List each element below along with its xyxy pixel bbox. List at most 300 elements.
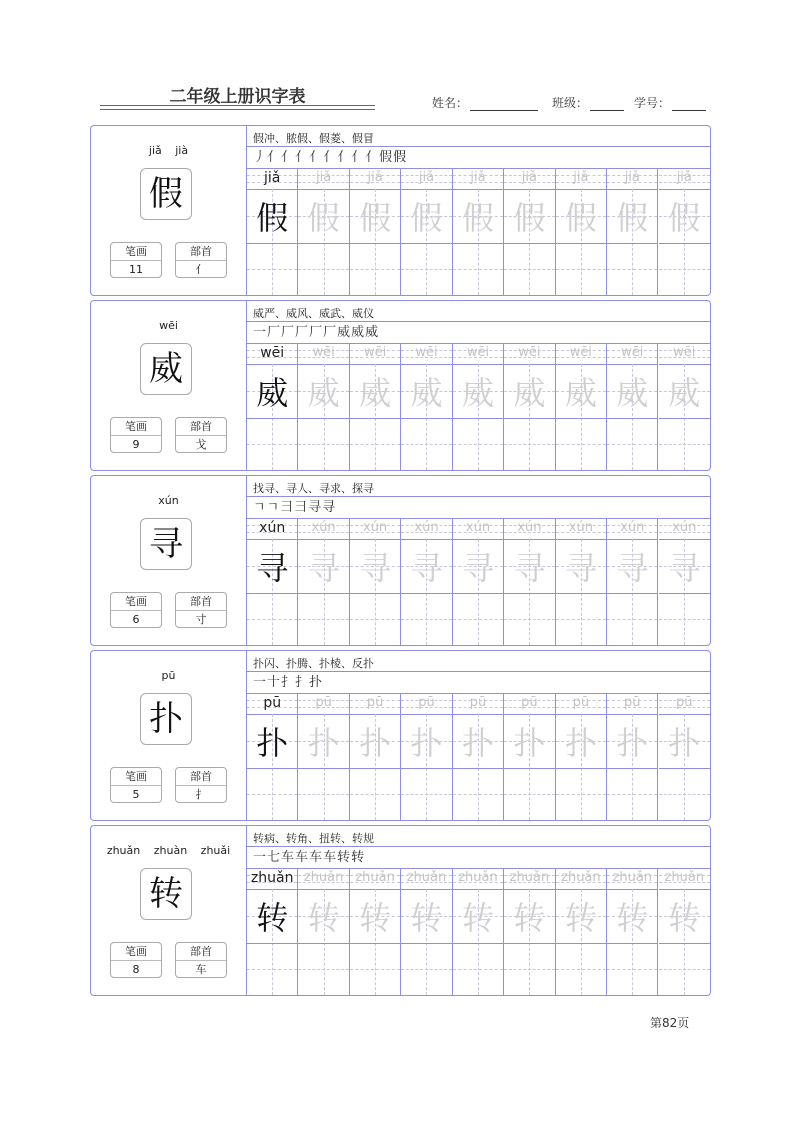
pinyin-zone <box>350 344 400 364</box>
divider <box>247 846 710 847</box>
practice-cell[interactable] <box>607 519 658 645</box>
practice-character: 转 <box>410 899 443 937</box>
id-label: 学号： <box>634 96 671 110</box>
practice-character: 威 <box>410 374 443 412</box>
practice-character: 扑 <box>616 724 649 762</box>
practice-pinyin: zhuǎn <box>303 870 344 885</box>
practice-pinyin: zhuǎn <box>509 870 550 885</box>
pinyin-zone <box>401 344 451 364</box>
practice-pinyin: pū <box>418 695 435 710</box>
stroke-order <box>253 499 336 517</box>
practice-cell[interactable] <box>298 869 349 995</box>
practice-cell[interactable] <box>247 169 298 295</box>
practice-cell[interactable] <box>504 519 555 645</box>
pinyin-zone <box>659 344 710 364</box>
radical-value: 扌 <box>195 788 207 801</box>
pinyin-zone <box>504 169 554 189</box>
radical-value: 寸 <box>195 613 207 626</box>
practice-pinyin: xún <box>465 520 491 535</box>
practice-cell[interactable] <box>453 869 504 995</box>
stroke-order <box>253 149 407 167</box>
card-info-panel <box>91 826 247 995</box>
practice-character: 威 <box>616 374 649 412</box>
practice-character: 寻 <box>410 549 443 587</box>
practice-pinyin: wēi <box>673 345 696 360</box>
radical-label: 部首 <box>176 243 226 261</box>
practice-cell[interactable] <box>298 694 349 820</box>
practice-cell[interactable] <box>247 694 298 820</box>
practice-cell[interactable] <box>607 169 658 295</box>
practice-pinyin: zhuǎn <box>612 870 653 885</box>
practice-pinyin: jiǎ <box>573 170 589 185</box>
stroke-step: 亻 <box>323 150 337 165</box>
practice-character: 转 <box>616 899 649 937</box>
practice-cell[interactable] <box>247 344 298 470</box>
practice-cell[interactable] <box>453 519 504 645</box>
practice-pinyin: zhuǎn <box>458 870 498 885</box>
stroke-step: 亻 <box>267 150 281 165</box>
pinyin-zone <box>401 694 451 714</box>
stroke-count-value: 9 <box>132 438 140 451</box>
page-title: 二年级上册识字表 <box>169 87 306 107</box>
card-info-panel <box>91 651 247 820</box>
practice-character: 寻 <box>564 549 597 587</box>
stroke-step: 一 <box>253 675 267 690</box>
practice-pinyin: wēi <box>518 345 541 360</box>
practice-character: 扑 <box>256 724 289 762</box>
practice-cell[interactable] <box>247 519 298 645</box>
practice-pinyin: jiǎ <box>624 170 640 185</box>
stroke-step: 厂 <box>309 325 323 340</box>
stroke-step: 扌 <box>281 675 295 690</box>
stroke-step: 假 <box>393 150 407 165</box>
practice-cell[interactable] <box>453 169 504 295</box>
divider <box>247 496 710 497</box>
practice-character: 假 <box>410 199 443 237</box>
stroke-count-label: 笔画 <box>111 768 161 786</box>
pinyin-zone <box>607 869 657 889</box>
practice-cell[interactable] <box>504 869 555 995</box>
practice-pinyin: zhuǎn <box>561 870 601 885</box>
practice-pinyin: jiǎ <box>470 170 486 185</box>
practice-cell[interactable] <box>350 869 401 995</box>
practice-cell[interactable] <box>401 169 452 295</box>
pinyin-zone <box>556 694 606 714</box>
pinyin-zone <box>556 344 606 364</box>
practice-pinyin: pū <box>676 695 693 710</box>
pinyin-zone <box>247 344 297 364</box>
pinyin-zone <box>401 169 451 189</box>
practice-pinyin: jiǎ <box>521 170 537 185</box>
practice-character: 威 <box>513 374 546 412</box>
practice-character: 假 <box>256 199 289 237</box>
practice-cell[interactable] <box>298 169 349 295</box>
character-card <box>90 475 711 646</box>
example-words: 假冲、脓假、假菱、假冒 <box>253 132 374 145</box>
radical-box <box>175 942 227 978</box>
practice-pinyin: pū <box>469 695 487 710</box>
example-words: 找寻、寻人、寻求、探寻 <box>253 482 374 495</box>
stroke-order <box>253 324 379 342</box>
stroke-step: 十 <box>267 675 281 690</box>
stroke-step: 丿 <box>253 150 267 165</box>
card-practice-panel <box>247 651 710 820</box>
pinyin-zone <box>453 344 503 364</box>
title-underline <box>100 105 375 106</box>
practice-pinyin: wēi <box>312 345 335 360</box>
practice-character: 威 <box>359 374 392 412</box>
stroke-count-box <box>110 417 162 453</box>
practice-pinyin: wēi <box>466 345 490 360</box>
stroke-step: 车 <box>295 850 309 865</box>
pinyin-zone <box>556 869 606 889</box>
stroke-step: 转 <box>337 850 351 865</box>
practice-character: 扑 <box>513 724 546 762</box>
practice-character: 寻 <box>513 549 546 587</box>
practice-cell[interactable] <box>556 344 607 470</box>
example-words: 转病、转角、扭转、转规 <box>253 832 374 845</box>
divider <box>247 671 710 672</box>
practice-cell[interactable] <box>350 694 401 820</box>
card-info-panel <box>91 301 247 470</box>
card-pinyin: wēi <box>159 319 178 332</box>
card-character: 威 <box>140 343 192 395</box>
stroke-count-label: 笔画 <box>111 418 161 436</box>
practice-pinyin: pū <box>263 695 282 711</box>
practice-character: 转 <box>668 899 701 937</box>
practice-character: 假 <box>359 199 392 237</box>
pinyin-zone <box>298 519 348 539</box>
stroke-step: 扑 <box>309 675 323 690</box>
title-underline-2 <box>100 109 375 110</box>
practice-character: 假 <box>461 199 494 237</box>
pinyin-zone <box>298 169 348 189</box>
radical-value: 戈 <box>195 438 207 451</box>
stroke-step: 寻 <box>322 500 336 515</box>
radical-label: 部首 <box>176 943 226 961</box>
radical-box <box>175 767 227 803</box>
practice-character: 寻 <box>307 549 340 587</box>
practice-cell[interactable] <box>453 694 504 820</box>
practice-cell[interactable] <box>659 169 710 295</box>
character-card <box>90 825 711 996</box>
practice-character: 寻 <box>616 549 649 587</box>
practice-character: 寻 <box>668 549 701 587</box>
practice-grid <box>247 519 710 645</box>
class-label: 班级： <box>552 96 589 110</box>
practice-pinyin: xún <box>517 520 542 535</box>
radical-label: 部首 <box>176 593 226 611</box>
divider <box>247 146 710 147</box>
card-pinyin: jiǎ jià <box>148 144 189 157</box>
practice-character: 转 <box>256 899 289 937</box>
stroke-step: 亻 <box>351 150 365 165</box>
stroke-order <box>253 849 365 867</box>
practice-pinyin: xún <box>259 520 286 536</box>
practice-character: 扑 <box>359 724 392 762</box>
practice-cell[interactable] <box>659 519 710 645</box>
stroke-count-value: 6 <box>132 613 140 626</box>
card-character: 扑 <box>140 693 192 745</box>
practice-cell[interactable] <box>659 694 710 820</box>
card-pinyin: xún <box>158 494 179 507</box>
stroke-step: 厂 <box>323 325 337 340</box>
practice-character: 转 <box>461 899 494 937</box>
stroke-step: 亻 <box>281 150 295 165</box>
pinyin-zone <box>504 694 554 714</box>
stroke-count-label: 笔画 <box>111 943 161 961</box>
name-blank[interactable] <box>470 98 538 111</box>
radical-value: 车 <box>195 963 207 976</box>
character-card <box>90 300 711 471</box>
class-blank[interactable] <box>590 98 624 111</box>
pinyin-zone <box>504 344 554 364</box>
practice-cell[interactable] <box>401 519 452 645</box>
practice-cell[interactable] <box>350 344 401 470</box>
character-card <box>90 650 711 821</box>
practice-character: 寻 <box>461 549 494 587</box>
id-blank[interactable] <box>672 98 706 111</box>
stroke-step: 一 <box>253 325 267 340</box>
practice-cell[interactable] <box>401 694 452 820</box>
pinyin-zone <box>504 519 554 539</box>
pinyin-zone <box>350 694 400 714</box>
pinyin-zone <box>607 169 657 189</box>
practice-cell[interactable] <box>298 519 349 645</box>
pinyin-zone <box>659 694 710 714</box>
pinyin-zone <box>607 344 657 364</box>
stroke-step: 亻 <box>337 150 351 165</box>
stroke-order <box>253 674 323 692</box>
stroke-step: 厂 <box>295 325 309 340</box>
practice-cell[interactable] <box>504 694 555 820</box>
practice-cell[interactable] <box>659 869 710 995</box>
practice-pinyin: xún <box>363 520 388 535</box>
practice-pinyin: jiǎ <box>418 170 435 185</box>
practice-cell[interactable] <box>659 344 710 470</box>
practice-character: 转 <box>307 899 340 937</box>
radical-label: 部首 <box>176 768 226 786</box>
pinyin-zone <box>453 169 503 189</box>
practice-character: 扑 <box>461 724 494 762</box>
practice-pinyin: pū <box>366 695 384 710</box>
pinyin-zone <box>350 519 400 539</box>
practice-character: 威 <box>668 374 701 412</box>
radical-box <box>175 417 227 453</box>
pinyin-zone <box>659 869 710 889</box>
example-words: 威严、威风、威武、威仪 <box>253 307 374 320</box>
stroke-step: 车 <box>309 850 323 865</box>
practice-character: 假 <box>513 199 546 237</box>
practice-grid <box>247 344 710 470</box>
practice-cell[interactable] <box>401 869 452 995</box>
card-character: 假 <box>140 168 192 220</box>
practice-character: 转 <box>564 899 597 937</box>
practice-pinyin: wēi <box>415 345 438 360</box>
practice-pinyin: xún <box>620 520 645 535</box>
pinyin-zone <box>350 869 400 889</box>
practice-pinyin: xún <box>414 520 439 535</box>
stroke-count-label: 笔画 <box>111 243 161 261</box>
radical-value: 亻 <box>195 263 207 276</box>
card-character: 转 <box>140 868 192 920</box>
practice-pinyin: zhuǎn <box>664 870 705 885</box>
stroke-count-value: 8 <box>132 963 140 976</box>
stroke-step: 七 <box>267 850 281 865</box>
stroke-step: 威 <box>351 325 365 340</box>
stroke-step: 彐 <box>294 500 308 515</box>
name-label: 姓名： <box>432 96 469 110</box>
practice-pinyin: xún <box>672 520 697 535</box>
practice-cell[interactable] <box>350 519 401 645</box>
practice-character: 假 <box>616 199 649 237</box>
practice-pinyin: zhuǎn <box>406 870 447 885</box>
pinyin-zone <box>659 169 710 189</box>
card-info-panel <box>91 126 247 295</box>
pinyin-zone <box>453 869 503 889</box>
practice-pinyin: wēi <box>621 345 644 360</box>
pinyin-zone <box>401 869 451 889</box>
card-practice-panel <box>247 126 710 295</box>
stroke-step: 车 <box>323 850 337 865</box>
stroke-step: 亻 <box>365 150 379 165</box>
practice-character: 扑 <box>307 724 340 762</box>
practice-cell[interactable] <box>401 344 452 470</box>
stroke-step: 威 <box>337 325 351 340</box>
practice-pinyin: wēi <box>363 345 387 360</box>
pinyin-zone <box>247 169 297 189</box>
stroke-step: 寻 <box>308 500 322 515</box>
pinyin-zone <box>607 694 657 714</box>
practice-character: 威 <box>461 374 494 412</box>
practice-cell[interactable] <box>504 169 555 295</box>
pinyin-zone <box>401 519 451 539</box>
card-character: 寻 <box>140 518 192 570</box>
practice-cell[interactable] <box>607 344 658 470</box>
stroke-count-value: 5 <box>132 788 140 801</box>
practice-pinyin: zhuǎn <box>355 870 395 885</box>
practice-grid <box>247 169 710 295</box>
radical-label: 部首 <box>176 418 226 436</box>
card-practice-panel <box>247 476 710 645</box>
stroke-count-box <box>110 242 162 278</box>
practice-character: 假 <box>307 199 340 237</box>
practice-cell[interactable] <box>556 869 607 995</box>
stroke-step: 转 <box>351 850 365 865</box>
class-field <box>552 94 624 111</box>
pinyin-zone <box>298 869 348 889</box>
character-card <box>90 125 711 296</box>
practice-cell[interactable] <box>247 869 298 995</box>
id-field <box>634 94 706 111</box>
practice-cell[interactable] <box>607 694 658 820</box>
practice-pinyin: wēi <box>569 345 592 360</box>
stroke-step: 假 <box>379 150 393 165</box>
pinyin-zone <box>298 694 348 714</box>
practice-character: 转 <box>513 899 546 937</box>
practice-character: 威 <box>564 374 597 412</box>
name-field <box>432 94 538 111</box>
pinyin-zone <box>350 169 400 189</box>
stroke-count-label: 笔画 <box>111 593 161 611</box>
pinyin-zone <box>556 169 606 189</box>
practice-character: 威 <box>307 374 340 412</box>
divider <box>247 321 710 322</box>
practice-character: 寻 <box>256 549 289 587</box>
stroke-count-value: 11 <box>129 263 143 276</box>
radical-box <box>175 592 227 628</box>
stroke-step: 亻 <box>309 150 323 165</box>
stroke-step: 威 <box>365 325 379 340</box>
stroke-step: 一 <box>253 850 267 865</box>
practice-pinyin: jiǎ <box>315 170 332 185</box>
practice-grid <box>247 694 710 820</box>
practice-pinyin: pū <box>624 695 641 710</box>
practice-cell[interactable] <box>453 344 504 470</box>
practice-cell[interactable] <box>298 344 349 470</box>
stroke-count-box <box>110 767 162 803</box>
stroke-count-box <box>110 942 162 978</box>
practice-cell[interactable] <box>504 344 555 470</box>
pinyin-zone <box>504 869 554 889</box>
card-info-panel <box>91 476 247 645</box>
practice-character: 转 <box>359 899 392 937</box>
pinyin-zone <box>247 694 297 714</box>
page-number: 第82页 <box>650 1016 690 1030</box>
practice-pinyin: jiǎ <box>264 170 281 186</box>
practice-cell[interactable] <box>607 869 658 995</box>
stroke-step: ㄱ <box>253 500 266 515</box>
pinyin-zone <box>607 519 657 539</box>
stroke-step: ㄱ <box>266 500 280 515</box>
practice-character: 扑 <box>564 724 597 762</box>
practice-cell[interactable] <box>350 169 401 295</box>
practice-character: 扑 <box>668 724 701 762</box>
practice-pinyin: pū <box>315 695 332 710</box>
stroke-step: 厂 <box>267 325 281 340</box>
practice-pinyin: xún <box>568 520 593 535</box>
stroke-step: 厂 <box>281 325 295 340</box>
practice-cell[interactable] <box>556 169 607 295</box>
stroke-step: 车 <box>281 850 295 865</box>
pinyin-zone <box>247 869 297 889</box>
practice-character: 威 <box>256 374 289 412</box>
practice-character: 寻 <box>359 549 392 587</box>
pinyin-zone <box>659 519 710 539</box>
example-words: 扑闪、扑腾、扑棱、反扑 <box>253 657 374 670</box>
stroke-step: 彐 <box>280 500 294 515</box>
practice-pinyin: jiǎ <box>676 170 692 185</box>
pinyin-zone <box>298 344 348 364</box>
practice-grid <box>247 869 710 995</box>
card-pinyin: zhuǎn zhuàn zhuǎi <box>106 844 231 857</box>
stroke-step: 扌 <box>295 675 309 690</box>
practice-pinyin: pū <box>572 695 590 710</box>
stroke-step: 亻 <box>295 150 309 165</box>
card-pinyin: pū <box>161 669 176 682</box>
practice-cell[interactable] <box>556 519 607 645</box>
stroke-count-box <box>110 592 162 628</box>
practice-pinyin: jiǎ <box>367 170 383 185</box>
practice-pinyin: wēi <box>260 345 285 361</box>
practice-character: 假 <box>668 199 701 237</box>
practice-cell[interactable] <box>556 694 607 820</box>
pinyin-zone <box>247 519 297 539</box>
card-practice-panel <box>247 826 710 995</box>
pinyin-zone <box>556 519 606 539</box>
practice-pinyin: pū <box>521 695 538 710</box>
practice-pinyin: zhuǎn <box>250 870 294 886</box>
